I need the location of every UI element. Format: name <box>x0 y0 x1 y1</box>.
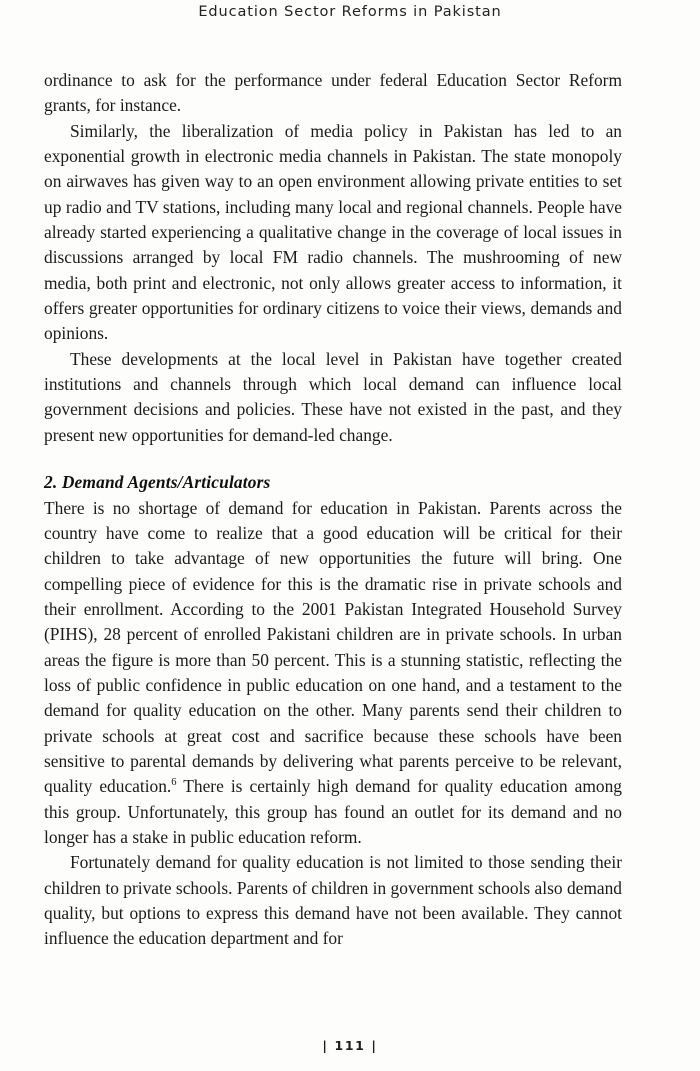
running-head: Education Sector Reforms in Pakistan <box>198 4 502 20</box>
paragraph-no-shortage-text-after-footnote: There is certainly high demand for quality education among this group. Unfortunately, this group has found an outlet for its demand and no longer has a stake in public education reform. <box>44 776 622 847</box>
page-number-folio: | 111 | <box>322 1038 378 1053</box>
paragraph-similarly: Similarly, the liberalization of media policy in Pakistan has led to an exponential growth in electronic media channels in Pakistan. The state monopoly on airwaves has given way to an open environment allowing private entities to set up radio and TV stations, including many local and regional channels. People have already started experiencing a qualitative change in the coverage of local issues in discussions arranged by local FM radio channels. The mushrooming of new media, both print and electronic, not only allows greater access to information, it offers greater opportunities for ordinary citizens to voice their views, demands and opinions. <box>44 120 622 344</box>
paragraph-no-shortage <box>44 496 622 851</box>
heading-spacer <box>44 448 622 470</box>
section-heading-demand-agents: 2. Demand Agents/Articulators <box>44 472 271 493</box>
paragraph-no-shortage-text-before-footnote: There is no shortage of demand for education in Pakistan. Parents across the country have come to realize that a good education will be critical for their children to take advantage of new opportunities the future will bring. One compelling piece of evidence for this is the dramatic rise in private schools and their enrollment. According to the 2001 Pakistan Integrated Household Survey (PIHS), 28 percent of enrolled Pakistani children are in private schools. In urban areas the figure is more than 50 percent. This is a stunning statistic, reflecting the loss of public confidence in public education on one hand, and a testament to the demand for quality education on the other. Many parents send their children to private schools at great cost and sacrifice because these schools have been sensitive to parental demands by delivering what parents perceive to be relevant, quality education. <box>44 497 622 797</box>
paragraph-developments: These developments at the local level in Pakistan have together created institutions and channels through which local demand can influence local government decisions and policies. These have not existed in the past, and they present new opportunities for demand-led change. <box>44 348 622 445</box>
paragraph-fortunately: Fortunately demand for quality education is not limited to those sending their children to private schools. Parents of children in government schools also demand quality, but options to express this demand have not been available. They cannot influence the education department and for <box>44 852 622 949</box>
text-column <box>44 68 622 952</box>
footnote-marker-6[interactable]: 6 <box>171 777 177 789</box>
paragraph-ordinance: ordinance to ask for the performance under federal Education Sector Reform grants, for instance. <box>44 70 622 116</box>
